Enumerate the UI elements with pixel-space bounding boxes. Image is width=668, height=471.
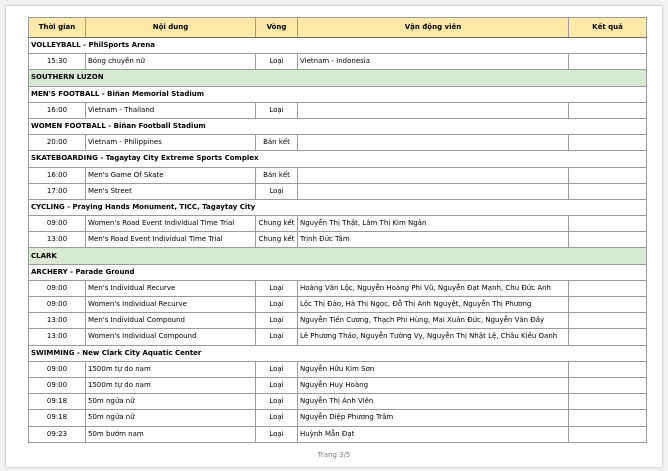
cell-event: Men's Road Event Individual Time Trial [86, 232, 256, 248]
table-row [29, 232, 647, 248]
cell-time: 16:00 [29, 102, 86, 118]
table-row [29, 313, 647, 329]
cell-round: Loại [256, 410, 298, 426]
cell-athletes [298, 135, 569, 151]
cell-round: Loại [256, 280, 298, 296]
table-row [29, 377, 647, 393]
table-row [29, 361, 647, 377]
header-time: Thời gian [29, 18, 86, 38]
cell-athletes: Nguyễn Hữu Kim Sơn [298, 361, 569, 377]
cell-time: 09:18 [29, 394, 86, 410]
venue-label: SKATEBOARDING - Tagaytay City Extreme Sports Complex [29, 151, 647, 167]
table-row [29, 216, 647, 232]
cell-time: 20:00 [29, 135, 86, 151]
cell-event: 50m ngửa nữ [86, 394, 256, 410]
cell-time: 09:23 [29, 426, 86, 442]
cell-event: Bóng chuyền nữ [86, 54, 256, 70]
venue-row [29, 151, 647, 167]
cell-result [569, 280, 647, 296]
cell-event: Men's Street [86, 183, 256, 199]
venue-label: WOMEN FOOTBALL - Biñan Football Stadium [29, 118, 647, 134]
cell-result [569, 183, 647, 199]
table-row [29, 426, 647, 442]
cell-athletes: Trịnh Đức Tâm [298, 232, 569, 248]
cell-result [569, 167, 647, 183]
cell-athletes: Nguyễn Diệp Phương Trâm [298, 410, 569, 426]
cell-athletes [298, 102, 569, 118]
region-label: SOUTHERN LUZON [29, 70, 647, 86]
cell-event: Women's Individual Compound [86, 329, 256, 345]
cell-event: Vietnam - Philippines [86, 135, 256, 151]
cell-event: 1500m tự do nam [86, 361, 256, 377]
cell-round: Loại [256, 183, 298, 199]
cell-round: Loại [256, 313, 298, 329]
schedule-table [28, 17, 647, 443]
page-number: Trang 3/5 [317, 451, 351, 459]
cell-round: Loại [256, 329, 298, 345]
cell-event: Men's Individual Compound [86, 313, 256, 329]
table-header-row [29, 18, 647, 38]
cell-athletes: Nguyễn Thị Thật, Lâm Thị Kim Ngân [298, 216, 569, 232]
header-round: Vòng [256, 18, 298, 38]
cell-event: Vietnam - Thailand [86, 102, 256, 118]
schedule-body [29, 38, 647, 443]
cell-round: Chung kết [256, 216, 298, 232]
cell-time: 16:00 [29, 167, 86, 183]
cell-athletes: Lê Phương Thảo, Nguyễn Tường Vy, Nguyễn Thị Nhật Lệ, Châu Kiều Oanh [298, 329, 569, 345]
cell-round: Loại [256, 377, 298, 393]
venue-label: ARCHERY - Parade Ground [29, 264, 647, 280]
cell-athletes: Lộc Thị Đào, Hà Thị Ngọc, Đỗ Thị Ánh Nguyệt, Nguyễn Thị Phương [298, 297, 569, 313]
cell-athletes [298, 183, 569, 199]
region-row [29, 70, 647, 86]
cell-athletes: Vietnam - Indonesia [298, 54, 569, 70]
venue-row [29, 264, 647, 280]
document-page [6, 6, 662, 467]
cell-round: Bán kết [256, 167, 298, 183]
cell-result [569, 102, 647, 118]
cell-event: Men's Individual Recurve [86, 280, 256, 296]
cell-result [569, 426, 647, 442]
table-row [29, 410, 647, 426]
cell-round: Loại [256, 394, 298, 410]
cell-result [569, 135, 647, 151]
venue-row [29, 345, 647, 361]
cell-time: 09:00 [29, 361, 86, 377]
cell-event: Men's Game Of Skate [86, 167, 256, 183]
cell-result [569, 377, 647, 393]
cell-event: 50m bướm nam [86, 426, 256, 442]
venue-label: SWIMMING - New Clark City Aquatic Center [29, 345, 647, 361]
cell-time: 09:18 [29, 410, 86, 426]
header-result: Kết quả [569, 18, 647, 38]
cell-time: 15:30 [29, 54, 86, 70]
cell-event: 50m ngửa nữ [86, 410, 256, 426]
cell-athletes [298, 167, 569, 183]
venue-row [29, 38, 647, 54]
table-row [29, 394, 647, 410]
cell-round: Loại [256, 426, 298, 442]
cell-result [569, 216, 647, 232]
cell-round: Loại [256, 54, 298, 70]
table-row [29, 280, 647, 296]
cell-event: Women's Individual Recurve [86, 297, 256, 313]
venue-label: MEN'S FOOTBALL - Biñan Memorial Stadium [29, 86, 647, 102]
cell-round: Chung kết [256, 232, 298, 248]
cell-athletes: Hoàng Văn Lộc, Nguyễn Hoàng Phi Vũ, Nguyễn Đạt Mạnh, Chu Đức Anh [298, 280, 569, 296]
table-row [29, 183, 647, 199]
cell-event: 1500m tự do nam [86, 377, 256, 393]
cell-athletes: Nguyễn Huy Hoàng [298, 377, 569, 393]
cell-round: Loại [256, 297, 298, 313]
header-event: Nội dung [86, 18, 256, 38]
cell-result [569, 394, 647, 410]
cell-athletes: Nguyễn Thị Ánh Viên [298, 394, 569, 410]
cell-athletes: Huỳnh Mẫn Đạt [298, 426, 569, 442]
cell-round: Loại [256, 361, 298, 377]
table-row [29, 135, 647, 151]
cell-result [569, 297, 647, 313]
cell-result [569, 410, 647, 426]
cell-time: 09:00 [29, 297, 86, 313]
cell-round: Loại [256, 102, 298, 118]
cell-time: 09:00 [29, 216, 86, 232]
table-row [29, 54, 647, 70]
header-athletes: Vận động viên [298, 18, 569, 38]
venue-row [29, 118, 647, 134]
cell-result [569, 232, 647, 248]
venue-label: VOLLEYBALL - PhilSports Arena [29, 38, 647, 54]
venue-row [29, 86, 647, 102]
cell-result [569, 361, 647, 377]
venue-row [29, 199, 647, 215]
table-row [29, 167, 647, 183]
cell-athletes: Nguyễn Tiến Cương, Thạch Phi Hùng, Mai Xuân Đức, Nguyễn Văn Đầy [298, 313, 569, 329]
cell-time: 13:00 [29, 329, 86, 345]
table-row [29, 102, 647, 118]
cell-time: 13:00 [29, 313, 86, 329]
cell-result [569, 329, 647, 345]
cell-result [569, 54, 647, 70]
cell-result [569, 313, 647, 329]
cell-round: Bán kết [256, 135, 298, 151]
cell-time: 13:00 [29, 232, 86, 248]
cell-time: 17:00 [29, 183, 86, 199]
region-row [29, 248, 647, 264]
region-label: CLARK [29, 248, 647, 264]
cell-time: 09:00 [29, 377, 86, 393]
venue-label: CYCLING - Praying Hands Monument, TICC, Tagaytay City [29, 199, 647, 215]
cell-time: 09:00 [29, 280, 86, 296]
table-row [29, 329, 647, 345]
table-row [29, 297, 647, 313]
cell-event: Women's Road Event Individual Time Trial [86, 216, 256, 232]
